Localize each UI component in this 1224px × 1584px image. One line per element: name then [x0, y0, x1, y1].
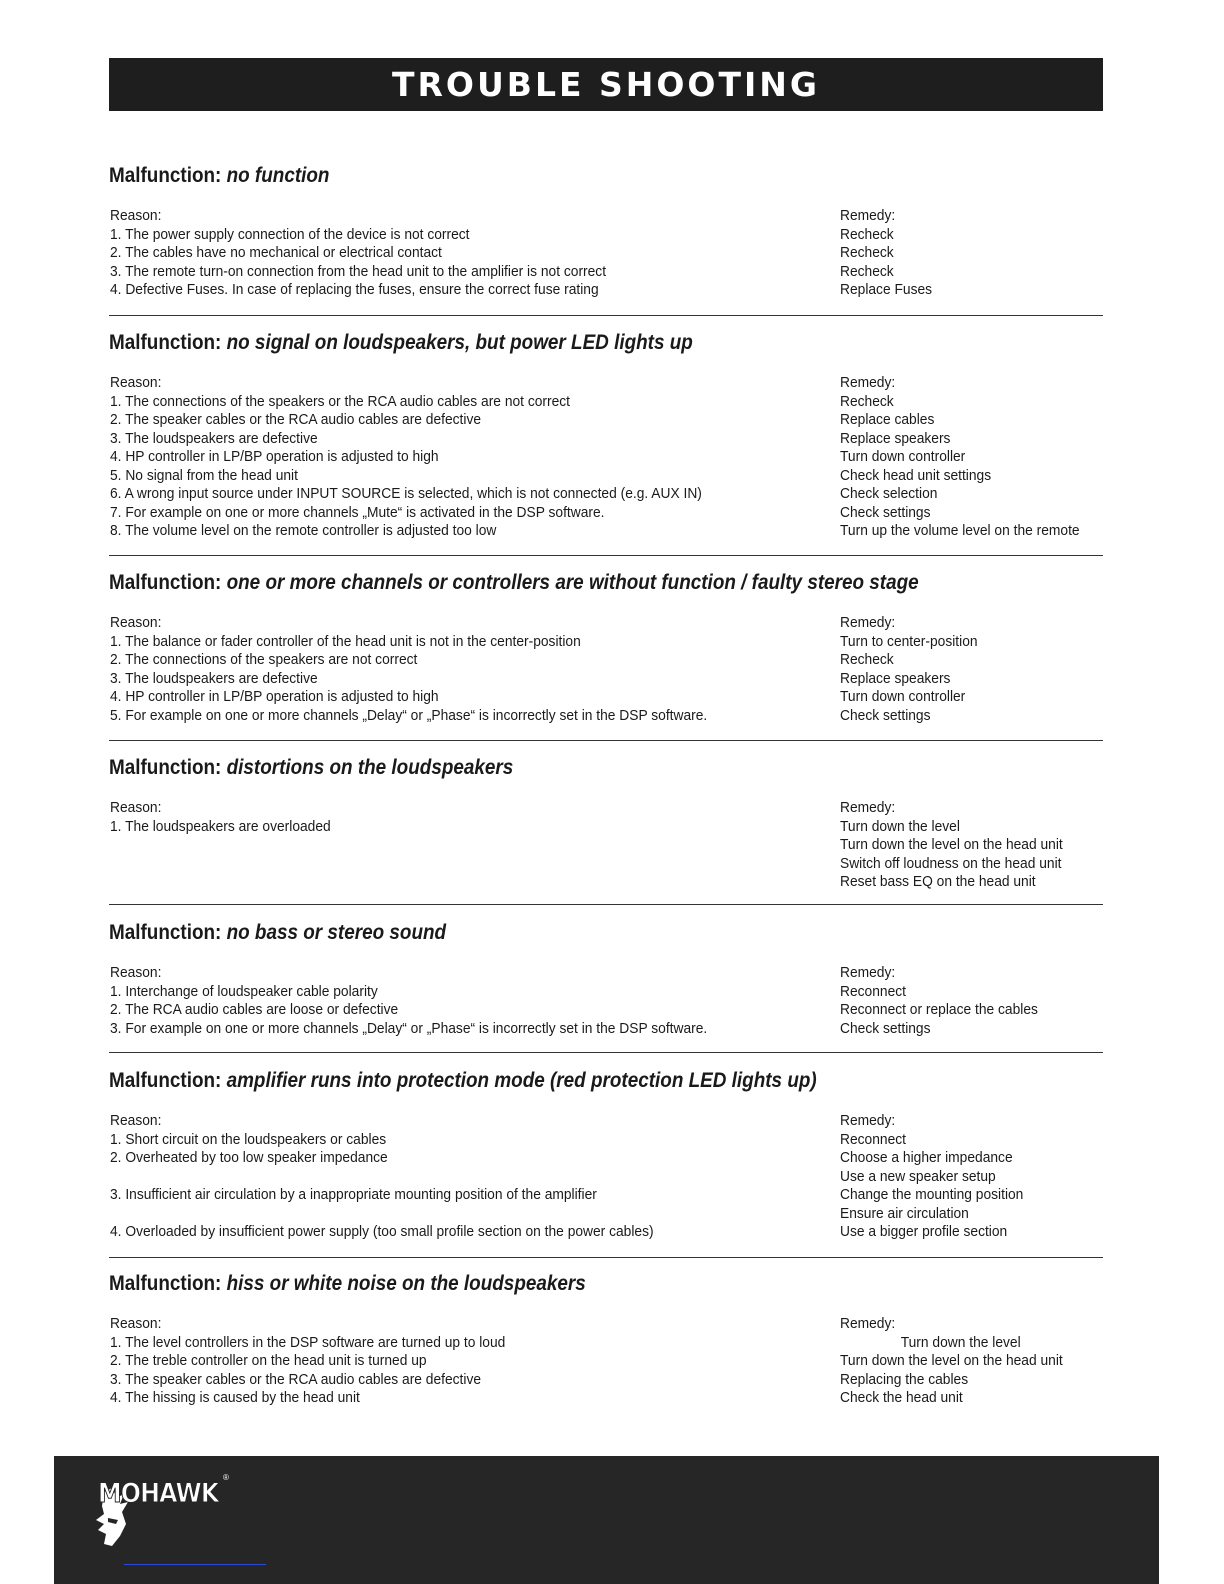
malfunction-section — [109, 920, 1103, 1053]
remedy-heading: Remedy: — [840, 964, 896, 981]
malfunction-label: Malfunction: — [109, 756, 222, 779]
reason-item: 7. For example on one or more channels „Mute“ is activated in the DSP software. — [110, 503, 605, 521]
reason-item: 3. The loudspeakers are defective — [110, 429, 318, 447]
remedy-item: Recheck — [840, 392, 894, 410]
malfunction-topic: distortions on the loudspeakers — [226, 756, 514, 779]
reason-heading: Reason: — [110, 799, 162, 816]
reason-item: 4. HP controller in LP/BP operation is adjusted to high — [110, 448, 439, 465]
malfunction-label: Malfunction: — [109, 921, 222, 944]
page-title: TROUBLE SHOOTING — [392, 65, 820, 104]
remedy-column — [840, 1315, 1103, 1408]
malfunction-section — [109, 1271, 1103, 1421]
malfunction-section — [109, 1068, 1103, 1258]
remedy-column — [840, 799, 1103, 892]
remedy-item: Recheck — [840, 262, 894, 280]
reason-item: 3. The loudspeakers are defective — [110, 669, 318, 687]
remedy-heading: Remedy: — [840, 207, 896, 224]
remedy-item: Switch off loudness on the head unit — [840, 854, 1062, 872]
title-banner — [109, 58, 1103, 111]
malfunction-topic: amplifier runs into protection mode (red protection LED lights up) — [226, 1069, 817, 1092]
remedy-item: Reset bass EQ on the head unit — [840, 873, 1036, 890]
remedy-item: Check settings — [840, 1019, 931, 1037]
reason-item: 1. Interchange of loudspeaker cable polarity — [110, 982, 378, 1000]
remedy-item: Ensure air circulation — [840, 1204, 969, 1222]
reason-heading: Reason: — [110, 207, 162, 224]
remedy-item: Replace speakers — [840, 429, 951, 447]
malfunction-heading — [109, 755, 1004, 781]
reason-item: 6. A wrong input source under INPUT SOURCE is selected, which is not connected (e.g. AUX IN) — [110, 485, 702, 502]
reason-item: 8. The volume level on the remote controller is adjusted too low — [110, 522, 497, 539]
reason-heading: Reason: — [110, 1112, 162, 1129]
remedy-item: Turn down the level on the head unit — [840, 1352, 1063, 1369]
reason-item: 2. Overheated by too low speaker impedance — [110, 1149, 388, 1166]
footer-link-underline — [124, 1564, 266, 1565]
remedy-column — [840, 614, 1103, 725]
remedy-item: Check selection — [840, 485, 938, 502]
remedy-item: Choose a higher impedance — [840, 1149, 1013, 1166]
malfunction-section — [109, 330, 1103, 556]
malfunction-topic: no bass or stereo sound — [226, 921, 447, 944]
remedy-item: Use a new speaker setup — [840, 1167, 996, 1185]
remedy-item: Replacing the cables — [840, 1370, 969, 1388]
remedy-item: Reconnect — [840, 1130, 906, 1148]
reason-heading: Reason: — [110, 374, 162, 391]
reason-item: 1. The power supply connection of the device is not correct — [110, 225, 470, 243]
reason-column — [110, 964, 810, 1038]
remedy-item: Replace Fuses — [840, 281, 933, 298]
remedy-item: Check head unit settings — [840, 466, 992, 484]
remedy-item: Check settings — [840, 706, 931, 724]
malfunction-section — [109, 163, 1103, 316]
remedy-heading: Remedy: — [840, 1112, 896, 1129]
remedy-item: Check the head unit — [840, 1389, 963, 1406]
remedy-heading: Remedy: — [840, 799, 896, 816]
reason-item: 3. The remote turn-on connection from the head unit to the amplifier is not correct — [110, 262, 607, 280]
remedy-column — [840, 964, 1103, 1038]
remedy-item: Turn down controller — [840, 688, 966, 705]
malfunction-heading — [109, 1068, 1004, 1094]
malfunction-section — [109, 755, 1103, 905]
remedy-item: Use a bigger profile section — [840, 1223, 1008, 1240]
remedy-item: Turn down controller — [840, 448, 966, 465]
malfunction-heading — [109, 570, 1004, 596]
reason-item — [110, 855, 754, 874]
remedy-item: Replace speakers — [840, 669, 951, 687]
reason-item: 3. Insufficient air circulation by a inappropriate mounting position of the amplifier — [110, 1186, 597, 1203]
malfunction-label: Malfunction: — [109, 571, 222, 594]
malfunction-topic: no signal on loudspeakers, but power LED lights up — [226, 331, 693, 354]
malfunction-topic: hiss or white noise on the loudspeakers — [226, 1272, 586, 1295]
remedy-item: Turn down the level — [840, 817, 960, 835]
reason-item: 3. The speaker cables or the RCA audio cables are defective — [110, 1370, 482, 1388]
reason-item — [110, 1168, 754, 1187]
remedy-column — [840, 1112, 1103, 1242]
reason-column — [110, 799, 810, 892]
malfunction-label: Malfunction: — [109, 331, 222, 354]
remedy-item: Reconnect — [840, 982, 906, 1000]
reason-column — [110, 374, 810, 541]
remedy-item: Recheck — [840, 651, 894, 668]
malfunction-heading — [109, 163, 1004, 189]
reason-item: 2. The cables have no mechanical or electrical contact — [110, 244, 442, 261]
reason-item: 5. No signal from the head unit — [110, 466, 298, 484]
reason-item: 3. For example on one or more channels „Delay“ or „Phase“ is incorrectly set in the DSP software. — [110, 1019, 708, 1037]
reason-item: 4. The hissing is caused by the head unit — [110, 1389, 360, 1406]
remedy-item: Recheck — [840, 225, 894, 243]
reason-column — [110, 1112, 810, 1242]
reason-column — [110, 614, 810, 725]
reason-item: 4. Defective Fuses. In case of replacing the fuses, ensure the correct fuse rating — [110, 281, 599, 298]
reason-item: 5. For example on one or more channels „Delay“ or „Phase“ is incorrectly set in the DSP software. — [110, 706, 708, 724]
remedy-item: Turn down the level on the head unit — [840, 836, 1063, 853]
reason-item — [110, 873, 754, 892]
reason-item: 1. The loudspeakers are overloaded — [110, 817, 331, 835]
remedy-item: Change the mounting position — [840, 1186, 1024, 1203]
reason-item — [110, 836, 754, 855]
remedy-item: Turn down the level — [900, 1333, 1021, 1351]
reason-column — [110, 207, 810, 300]
reason-item: 4. HP controller in LP/BP operation is adjusted to high — [110, 688, 439, 705]
remedy-item: Recheck — [840, 244, 894, 261]
malfunction-label: Malfunction: — [109, 164, 222, 187]
malfunction-heading — [109, 1271, 1004, 1297]
footer — [54, 1456, 1159, 1584]
brand-logo-text: MOHAWK — [98, 1478, 219, 1509]
reason-item: 2. The RCA audio cables are loose or defective — [110, 1001, 399, 1018]
reason-item: 2. The speaker cables or the RCA audio cables are defective — [110, 411, 482, 428]
malfunction-section — [109, 570, 1103, 741]
malfunction-topic: one or more channels or controllers are without function / faulty stereo stage — [226, 571, 919, 594]
malfunction-label: Malfunction: — [109, 1069, 222, 1092]
remedy-column — [840, 207, 1103, 300]
reason-item: 1. The connections of the speakers or the RCA audio cables are not correct — [110, 392, 571, 410]
reason-item: 1. The level controllers in the DSP software are turned up to loud — [110, 1333, 506, 1351]
reason-item: 2. The treble controller on the head unit is turned up — [110, 1352, 427, 1369]
remedy-heading: Remedy: — [840, 614, 896, 631]
reason-item: 1. Short circuit on the loudspeakers or cables — [110, 1130, 387, 1148]
remedy-item: Check settings — [840, 503, 931, 521]
remedy-item: Replace cables — [840, 411, 935, 428]
reason-item — [110, 1205, 754, 1224]
remedy-item: Turn up the volume level on the remote — [840, 522, 1080, 539]
remedy-item: Reconnect or replace the cables — [840, 1001, 1038, 1018]
reason-item: 1. The balance or fader controller of the head unit is not in the center-position — [110, 632, 581, 650]
reason-item: 2. The connections of the speakers are not correct — [110, 651, 418, 668]
reason-heading: Reason: — [110, 1315, 162, 1332]
malfunction-heading — [109, 920, 1004, 946]
malfunction-label: Malfunction: — [109, 1272, 222, 1295]
reason-item: 4. Overloaded by insufficient power supply (too small profile section on the power cables) — [110, 1223, 654, 1240]
reason-heading: Reason: — [110, 614, 162, 631]
remedy-heading: Remedy: — [840, 1315, 896, 1332]
malfunction-heading — [109, 330, 1004, 356]
malfunction-topic: no function — [226, 164, 330, 187]
trademark-symbol: ® — [223, 1473, 229, 1482]
remedy-item: Turn to center-position — [840, 632, 978, 650]
reason-column — [110, 1315, 810, 1408]
remedy-column — [840, 374, 1103, 541]
reason-heading: Reason: — [110, 964, 162, 981]
remedy-heading: Remedy: — [840, 374, 896, 391]
